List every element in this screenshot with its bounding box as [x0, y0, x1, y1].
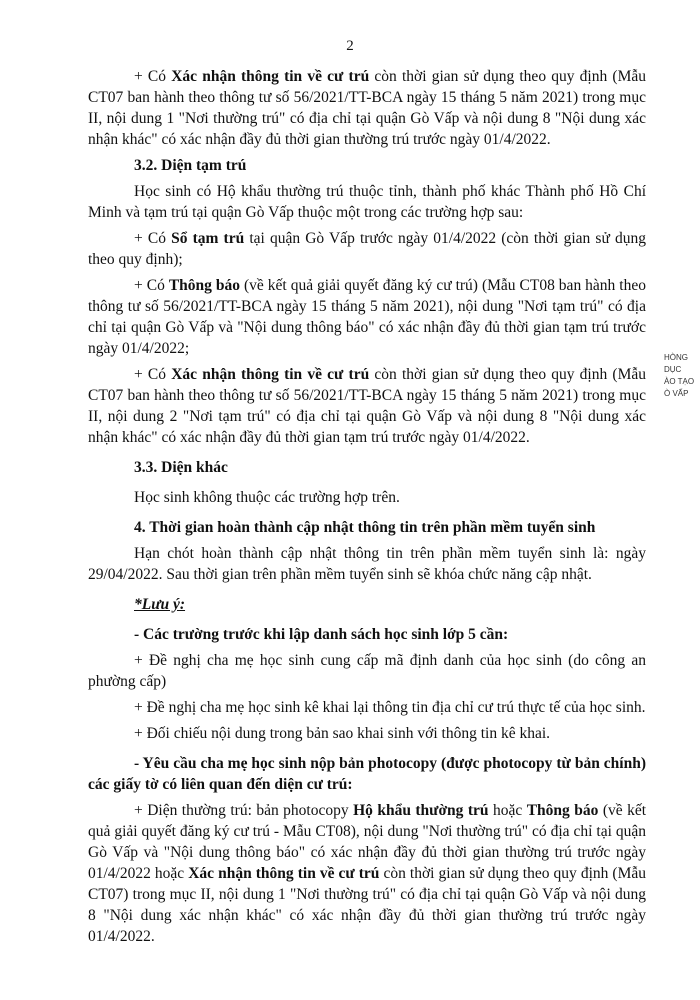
bold-term: Thông báo — [526, 802, 599, 819]
text-segment: còn thời gian sử dụng theo quy định (Mẫu CT07) trong mục II, nội dung 1 "Nơi thường trú" có địa chỉ tại quận Gò Vấp và nội dung 8 "Nội dung xác nhận khác" có xác nhận đầy đủ thời gian thường trú trước ngày 01/4/2022. — [88, 865, 647, 945]
bold-term: Sổ tạm trú — [171, 230, 245, 247]
note-item-1: + Đề nghị cha mẹ học sinh cung cấp mã định danh của học sinh (do công an phường cấp) — [88, 652, 646, 690]
text-segment: hoặc — [488, 802, 527, 819]
note-label-text: *Lưu ý: — [134, 596, 186, 613]
paragraph-residence-confirmation-temporary — [88, 364, 646, 448]
note-heading-2: - Yêu cầu cha mẹ học sinh nộp bản photocopy (được photocopy từ bản chính) các giấy tờ có liên quan đến diện cư trú: — [88, 755, 646, 793]
stamp-line: Ò VẤP — [664, 389, 689, 398]
text-segment: tại quận Gò Vấp trước ngày 01/4/2022 (còn thời gian sử dụng theo quy định); — [88, 230, 646, 268]
paragraph-temporary-notice — [88, 275, 646, 359]
stamp-line: DỤC — [664, 365, 682, 374]
heading-3-3: 3.3. Diện khác — [134, 459, 228, 476]
paragraph-temporary-book — [88, 228, 646, 270]
text-segment: còn thời gian sử dụng theo quy định (Mẫu CT07 ban hành theo thông tư số 56/2021/TT-BCA ngày 15 tháng 5 năm 2021) trong mục II, nội dung 1 "Nơi thường trú" có địa chỉ tại quận Gò Vấp và nội dung 8 "Nội dung xác nhận khác" có xác nhận đầy đủ thời gian thường trú trước ngày 01/4/2022. — [88, 68, 646, 148]
paragraph-deadline: Hạn chót hoàn thành cập nhật thông tin trên phần mềm tuyển sinh là: ngày 29/04/2022. Sau thời gian trên phần mềm tuyển sinh sẽ khóa chức năng cập nhật. — [88, 545, 646, 583]
heading-4: 4. Thời gian hoàn thành cập nhật thông tin trên phần mềm tuyển sinh — [134, 519, 596, 536]
note-label — [88, 594, 646, 615]
paragraph-residence-confirmation-permanent — [88, 66, 646, 150]
text-segment: (về kết quả giải quyết đăng ký cư trú - Mẫu CT08), nội dung "Nơi thường trú" có địa chỉ tại quận Gò Vấp và "Nội dung thông báo" có xác nhận đầy đủ thời gian thường trú trước ngày 01/4/2022 hoặc — [88, 802, 647, 882]
paragraph-temporary-intro: Học sinh có Hộ khẩu thường trú thuộc tỉnh, thành phố khác Thành phố Hồ Chí Minh và tạm trú tại quận Gò Vấp thuộc một trong các trường hợp sau: — [88, 183, 646, 221]
page-number: 2 — [346, 38, 354, 54]
official-stamp — [664, 352, 700, 442]
text-segment: + Có — [134, 68, 172, 85]
document-body — [88, 66, 646, 947]
bold-term: Xác nhận thông tin về cư trú — [188, 865, 380, 882]
text-segment: + Diện thường trú: bản photocopy — [134, 802, 354, 819]
paragraph-permanent-documents — [88, 800, 646, 947]
bold-term: Xác nhận thông tin về cư trú — [171, 68, 370, 85]
bold-term: Hộ khẩu thường trú — [353, 802, 489, 819]
text-segment: + Có — [134, 230, 172, 247]
bold-term: Xác nhận thông tin về cư trú — [171, 366, 370, 383]
text-segment: còn thời gian sử dụng theo quy định (Mẫu CT07 ban hành theo thông tư số 56/2021/TT-BCA ngày 15 tháng 5 năm 2021) trong mục II, nội dung 2 "Nơi tạm trú" có địa chỉ tại quận Gò Vấp và nội dung 8 "Nội dung xác nhận khác" có xác nhận đầy đủ thời gian tạm trú trước ngày 01/4/2022. — [88, 366, 646, 446]
note-item-2: + Đề nghị cha mẹ học sinh kê khai lại thông tin địa chỉ cư trú thực tế của học sinh. — [134, 699, 646, 716]
paragraph-other: Học sinh không thuộc các trường hợp trên. — [134, 489, 400, 506]
text-segment: + Có — [134, 277, 169, 294]
note-item-3: + Đối chiếu nội dung trong bản sao khai sinh với thông tin kê khai. — [134, 725, 551, 742]
heading-3-2: 3.2. Diện tạm trú — [134, 157, 247, 174]
bold-term: Thông báo — [168, 277, 240, 294]
stamp-line: HÒNG — [664, 353, 688, 362]
note-heading-1: - Các trường trước khi lập danh sách học sinh lớp 5 cần: — [134, 626, 509, 643]
text-segment: + Có — [134, 366, 172, 383]
text-segment: (về kết quả giải quyết đăng ký cư trú) (Mẫu CT08 ban hành theo thông tư số 56/2021/TT-BCA ngày 15 tháng 5 năm 2021), nội dung "Nơi tạm trú" có địa chỉ tại quận Gò Vấp và "Nội dung thông báo" có xác nhận đầy đủ thời gian tạm trú trước ngày 01/4/2022; — [88, 277, 646, 357]
stamp-line: ÀO TẠO — [664, 377, 695, 386]
